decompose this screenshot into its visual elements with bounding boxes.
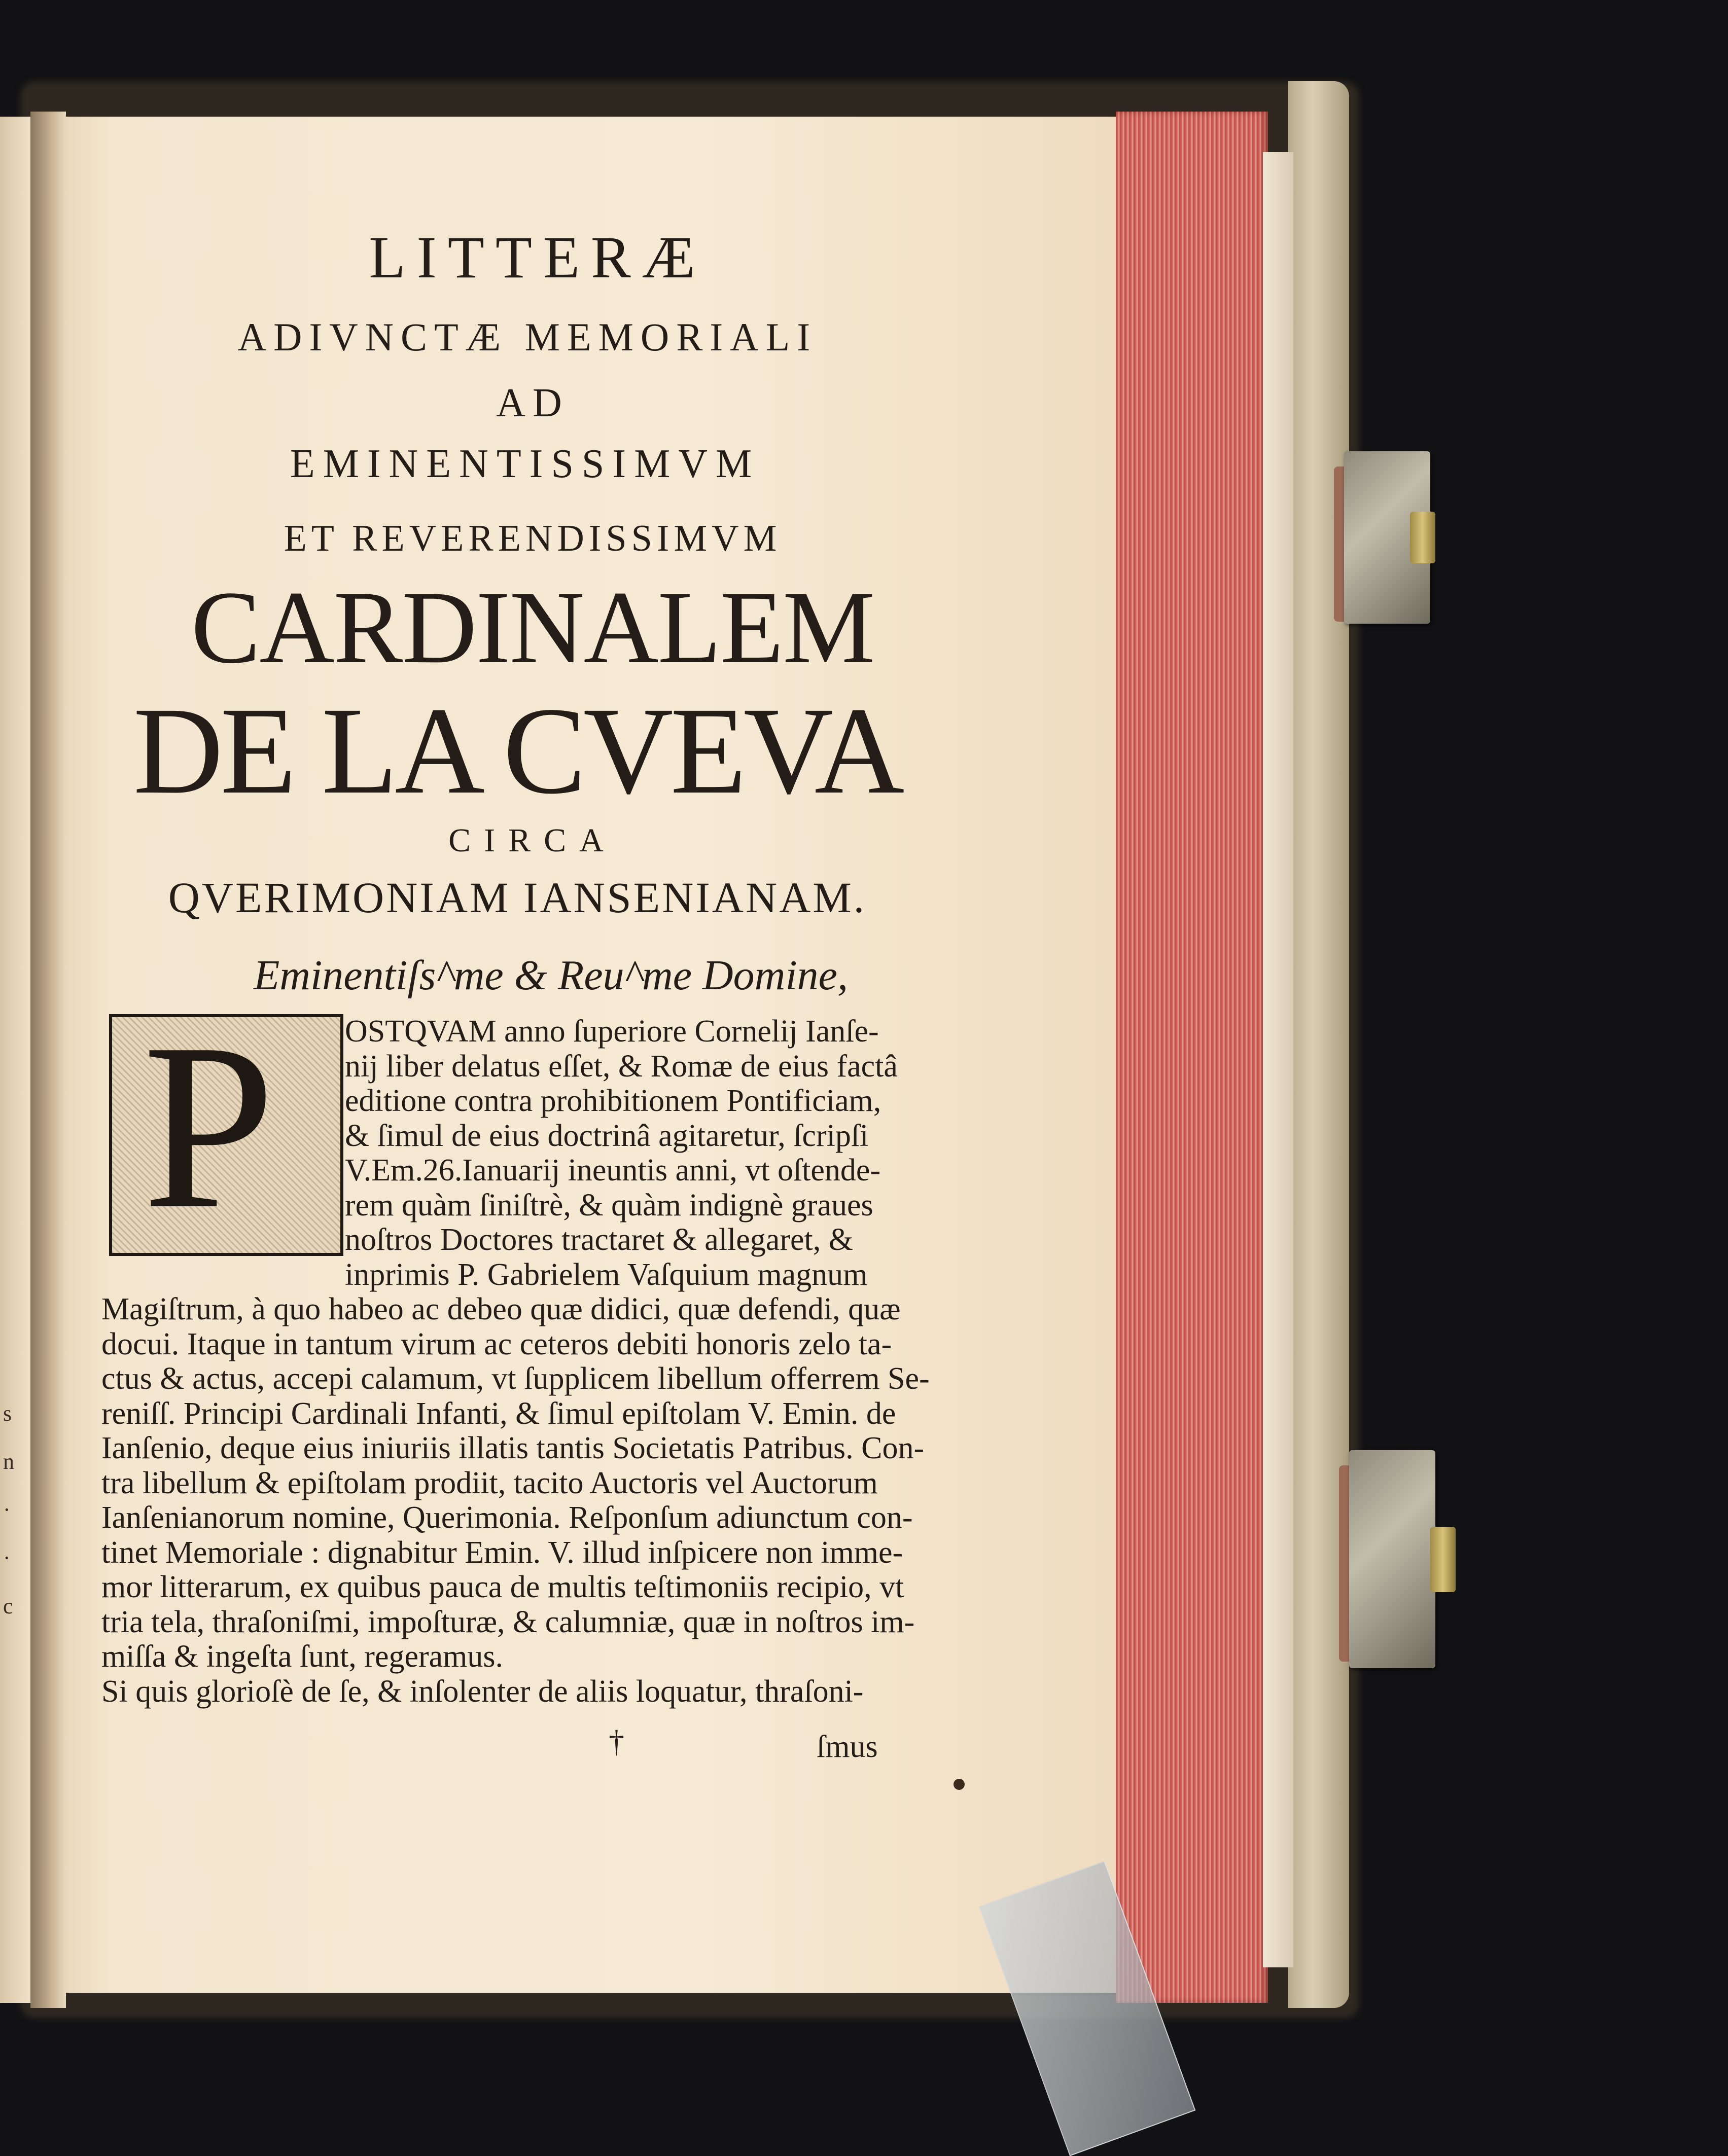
margin-mark: ·	[3, 1497, 11, 1522]
salutation: Eminentiſs^me & Reu^me Domine,	[254, 952, 848, 999]
margin-mark: n	[3, 1449, 14, 1474]
margin-mark: ·	[3, 1546, 11, 1570]
body-line: nij liber delatus eſſet, & Romæ de eius factâ	[345, 1049, 898, 1084]
red-page-edges	[1116, 112, 1268, 2003]
cover-inner-edge	[1263, 152, 1293, 1967]
gutter	[30, 112, 66, 2008]
body-line: Magiſtrum, à quo habeo ac debeo quæ didici, quæ defendi, quæ	[101, 1292, 901, 1326]
body-line: docui. Itaque in tantum virum ac ceteros debiti honoris zelo ta-	[101, 1326, 892, 1361]
title-line-1: LITTERÆ	[369, 224, 707, 291]
catchword: ſmus	[817, 1730, 878, 1764]
decorated-initial	[109, 994, 343, 1258]
body-line: V.Em.26.Ianuarij ineuntis anni, vt oſtende-	[345, 1153, 881, 1188]
body-line: Si quis glorioſè de ſe, & inſolenter de aliis loquatur, thraſoni-	[101, 1674, 864, 1709]
body-line: reniſſ. Principi Cardinali Infanti, & ſimul epiſtolam V. Emin. de	[101, 1396, 896, 1431]
title-line-6: CARDINALEM	[191, 570, 874, 685]
body-line: inprimis P. Gabrielem Vaſquium magnum	[345, 1257, 868, 1292]
body-line: miſſa & ingeſta ſunt, regeramus.	[101, 1639, 504, 1674]
body-line: & ſimul de eius doctrinâ agitaretur, ſcripſi	[345, 1118, 869, 1153]
body-line: Ianſenio, deque eius iniuriis illatis tantis Societatis Patribus. Con-	[101, 1431, 925, 1465]
signature-mark: †	[609, 1724, 624, 1759]
cover-edge	[1288, 81, 1349, 2008]
body-line: editione contra prohibitionem Pontificiam,	[345, 1084, 881, 1118]
initial-letter: P	[143, 994, 275, 1258]
bottom-clasp-icon	[1339, 1450, 1456, 1668]
body-line: tria tela, thraſoniſmi, impoſturæ, & calumniæ, quæ in noſtros im-	[101, 1604, 915, 1639]
clasp-brass	[1410, 512, 1435, 563]
title-line-3: AD	[496, 381, 569, 425]
body-line: mor litterarum, ex quibus pauca de multis teſtimoniis recipio, vt	[101, 1570, 904, 1604]
page-hole	[954, 1779, 965, 1790]
top-clasp-icon	[1334, 451, 1435, 624]
title-line-2: ADIVNCTÆ MEMORIALI	[237, 315, 818, 359]
left-page-margin-marks	[3, 1389, 23, 1630]
body-line: rem quàm ſiniſtrè, & quàm indignè graues	[345, 1188, 873, 1223]
title-line-9: QVERIMONIAM IANSENIANAM.	[168, 873, 867, 922]
body-line: OSTQVAM anno ſuperiore Cornelij Ianſe-	[345, 1014, 879, 1049]
clasp-brass	[1430, 1527, 1456, 1592]
body-line: ctus & actus, accepi calamum, vt ſupplicem libellum offerrem Se-	[101, 1361, 930, 1396]
margin-mark: s	[3, 1401, 12, 1426]
title-line-4: EMINENTISSIMVM	[290, 442, 760, 486]
body-line: tinet Memoriale : dignabitur Emin. V. illud inſpicere non imme-	[101, 1535, 903, 1570]
title-line-5: ET REVERENDISSIMVM	[284, 518, 782, 559]
body-line: Ianſenianorum nomine, Querimonia. Reſponſum adiunctum con-	[101, 1500, 913, 1535]
body-line: tra libellum & epiſtolam prodiit, tacito Auctoris vel Auctorum	[101, 1465, 878, 1500]
title-line-8: CIRCA	[448, 822, 617, 859]
clasp-metal	[1349, 1450, 1435, 1668]
title-line-7: DE LA CVEVA	[133, 682, 902, 820]
body-line: noſtros Doctores tractaret & allegaret, &	[345, 1223, 853, 1257]
margin-mark: c	[3, 1594, 13, 1619]
